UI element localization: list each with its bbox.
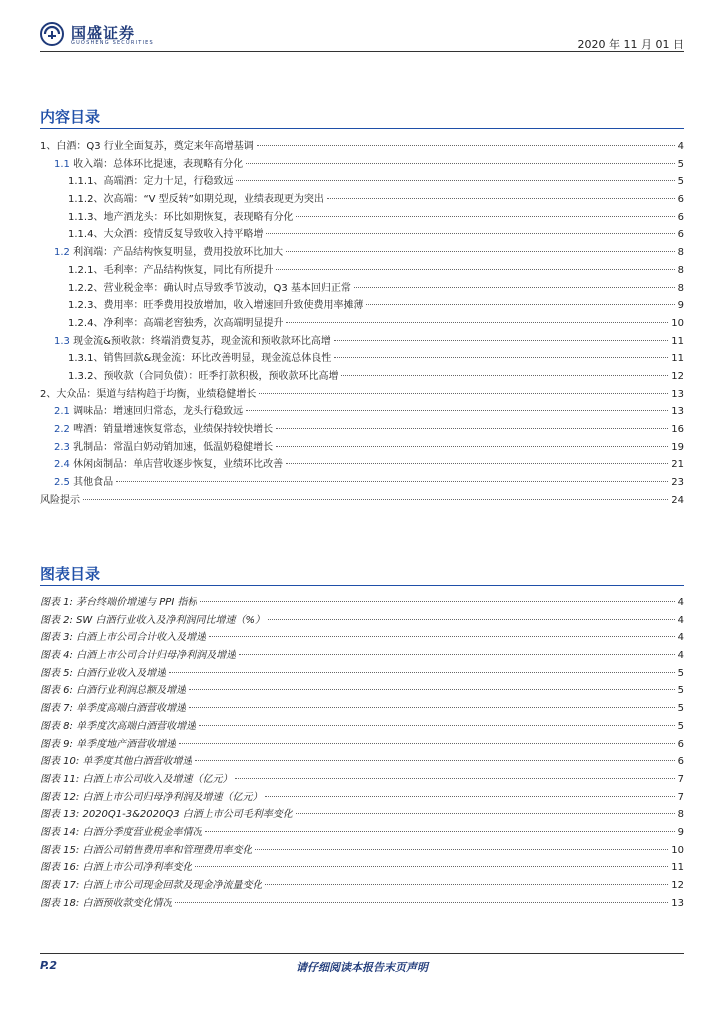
toc-entry[interactable] <box>40 771 684 789</box>
toc-leader-dots <box>199 725 675 726</box>
toc-entry[interactable] <box>40 665 684 683</box>
toc-entry[interactable] <box>40 842 684 860</box>
toc-entry-number: 2.1 <box>54 406 70 418</box>
toc-page-number: 4 <box>677 650 684 662</box>
toc-page-number: 13 <box>671 406 684 418</box>
toc-entry-text: 1.1.2、次高端：“V 型反转”如期兑现，业绩表现更为突出 <box>68 194 324 206</box>
toc-entry[interactable] <box>40 138 684 156</box>
toc-entry-text: 2、大众品：渠道与结构趋于均衡，业绩稳健增长 <box>40 388 257 400</box>
toc-leader-dots <box>169 672 675 673</box>
toc-entry-title <box>68 209 293 227</box>
toc-page-number: 4 <box>677 597 684 608</box>
toc-page-number: 6 <box>677 194 684 206</box>
toc-entry-title <box>40 736 176 754</box>
toc-entry[interactable] <box>40 492 684 510</box>
toc-entry-number: 1.2 <box>54 247 70 259</box>
toc-entry-title <box>40 806 293 824</box>
toc-entry[interactable] <box>40 191 684 209</box>
toc-entry[interactable] <box>40 753 684 771</box>
toc-entry-text: 图表 9: 单季度地产酒营收增速 <box>40 738 177 750</box>
toc-leader-dots <box>200 601 674 602</box>
toc-entry-title <box>40 138 254 156</box>
toc-entry-text: 图表 14: 白酒分季度营业税金率情况 <box>40 826 203 838</box>
toc-entry-title <box>40 824 202 842</box>
toc-leader-dots <box>366 304 674 305</box>
toc-leader-dots <box>296 216 674 217</box>
brand-name-en: GUOSHENG SECURITIES <box>71 40 154 46</box>
toc-entry-title <box>68 226 263 244</box>
toc-page-number: 7 <box>677 773 684 785</box>
toc-entry-title <box>40 612 265 630</box>
toc-entry[interactable] <box>40 368 684 386</box>
contents-title-divider <box>40 128 684 129</box>
toc-leader-dots <box>296 813 675 814</box>
toc-entry-title <box>54 156 243 174</box>
toc-page-number: 5 <box>677 703 684 715</box>
toc-page-number: 11 <box>671 353 684 365</box>
toc-entry[interactable] <box>40 386 684 404</box>
toc-entry-title <box>68 368 338 386</box>
toc-page-number: 5 <box>677 685 684 697</box>
toc-entry-text: 图表 5: 白酒行业收入及增速 <box>40 667 167 679</box>
toc-entry-number: 2.5 <box>54 477 70 489</box>
toc-entry-text: 调味品：增速回归常态，龙头行稳致远 <box>69 406 244 418</box>
toc-page-number: 4 <box>677 141 684 152</box>
toc-entry[interactable] <box>40 226 684 244</box>
toc-leader-dots <box>266 233 674 234</box>
disclaimer-notice: 请仔细阅读本报告末页声明 <box>296 961 428 974</box>
toc-entry-title <box>40 859 192 877</box>
toc-entry-title <box>40 700 186 718</box>
toc-entry-title <box>40 718 196 736</box>
figures-title: 图表目录 <box>40 565 101 583</box>
toc-leader-dots <box>205 831 674 832</box>
toc-entry[interactable] <box>40 629 684 647</box>
toc-entry[interactable] <box>40 895 684 913</box>
toc-entry-title <box>40 842 252 860</box>
toc-entry-text: 图表 11: 白酒上市公司收入及增速（亿元） <box>40 773 233 785</box>
report-date: 2020 年 11 月 01 日 <box>577 38 684 51</box>
toc-entry-text: 1.2.3、费用率：旺季费用投放增加，收入增速回升致使费用率摊薄 <box>68 300 364 312</box>
toc-page-number: 5 <box>677 667 684 679</box>
toc-entry-text: 1.1.3、地产酒龙头：环比如期恢复，表现略有分化 <box>68 211 294 223</box>
toc-entry-title <box>54 439 273 457</box>
toc-leader-dots <box>341 375 668 376</box>
toc-leader-dots <box>255 849 668 850</box>
toc-entry[interactable] <box>40 682 684 700</box>
toc-entry[interactable] <box>40 297 684 315</box>
toc-page-number: 10 <box>671 844 684 856</box>
toc-entry-title <box>40 682 186 700</box>
toc-page-number: 9 <box>677 826 684 838</box>
toc-entry-title <box>68 173 233 191</box>
header-divider <box>40 51 684 52</box>
toc-leader-dots <box>334 357 668 358</box>
toc-leader-dots <box>265 884 668 885</box>
toc-entry[interactable] <box>40 421 684 439</box>
toc-leader-dots <box>189 689 675 690</box>
toc-entry-text: 利润端：产品结构恢复明显，费用投放环比加大 <box>69 247 284 259</box>
toc-entry[interactable] <box>40 333 684 351</box>
toc-page-number: 24 <box>671 494 684 506</box>
toc-entry-title <box>40 771 232 789</box>
toc-entry-text: 图表 8: 单季度次高端白酒营收增速 <box>40 720 197 732</box>
toc-page-number: 13 <box>671 388 684 400</box>
toc-entry[interactable] <box>40 456 684 474</box>
toc-leader-dots <box>286 322 668 323</box>
toc-entry-title <box>40 647 236 665</box>
toc-entry-text: 乳制品：常温白奶动销加速，低温奶稳健增长 <box>69 441 274 453</box>
toc-leader-dots <box>268 619 675 620</box>
toc-page-number: 12 <box>671 880 684 891</box>
toc-entry[interactable] <box>40 156 684 174</box>
toc-entry-text: 图表 3: 白酒上市公司合计收入及增速 <box>40 632 207 644</box>
toc-entry-text: 图表 18: 白酒预收款变化情况 <box>40 897 173 909</box>
toc-entry-title <box>40 492 80 510</box>
contents-title: 内容目录 <box>40 108 101 126</box>
contents-list <box>40 138 684 509</box>
toc-entry-number: 2.4 <box>54 459 70 471</box>
brand-name: 国盛证券 <box>71 24 136 42</box>
toc-page-number: 6 <box>677 211 684 223</box>
toc-entry-title <box>68 297 363 315</box>
toc-entry[interactable] <box>40 439 684 457</box>
toc-page-number: 4 <box>677 632 684 644</box>
toc-entry-title <box>54 456 283 474</box>
toc-entry-text: 图表 13: 2020Q1-3&2020Q3 白酒上市公司毛利率变化 <box>40 809 293 821</box>
toc-entry[interactable] <box>40 824 684 842</box>
toc-entry-text: 图表 1: 茅台终端价增速与 PPI 指标 <box>40 597 198 608</box>
toc-leader-dots <box>175 902 668 903</box>
toc-entry-text: 图表 15: 白酒公司销售费用率和管理费用率变化 <box>40 844 253 856</box>
toc-entry[interactable] <box>40 789 684 807</box>
toc-entry-title <box>40 753 192 771</box>
toc-entry[interactable] <box>40 700 684 718</box>
toc-leader-dots <box>116 481 668 482</box>
toc-entry-text: 1、白酒：Q3 行业全面复苏，奠定来年高增基调 <box>40 141 254 152</box>
figures-list <box>40 594 684 912</box>
toc-leader-dots <box>83 499 668 500</box>
toc-entry-number: 1.3 <box>54 335 70 347</box>
toc-entry-text: 1.2.1、毛利率：产品结构恢复，同比有所提升 <box>68 264 274 276</box>
toc-entry-title <box>54 474 113 492</box>
page-number: P.2 <box>40 959 58 972</box>
toc-entry[interactable] <box>40 594 684 612</box>
toc-page-number: 6 <box>677 229 684 241</box>
toc-leader-dots <box>195 866 668 867</box>
toc-entry-title <box>40 895 172 913</box>
toc-entry-title <box>54 333 331 351</box>
toc-entry-title <box>68 350 331 368</box>
toc-entry-text: 休闲卤制品：单店营收逐步恢复，业绩环比改善 <box>69 459 284 471</box>
toc-entry[interactable] <box>40 877 684 895</box>
toc-leader-dots <box>334 340 668 341</box>
toc-entry[interactable] <box>40 474 684 492</box>
toc-entry[interactable] <box>40 736 684 754</box>
page-header <box>40 22 684 52</box>
toc-entry-text: 图表 16: 白酒上市公司净利率变化 <box>40 862 193 874</box>
toc-entry-text: 1.3.2、预收款（合同负债）：旺季打款积极，预收款环比高增 <box>68 370 339 382</box>
toc-entry[interactable] <box>40 859 684 877</box>
toc-entry[interactable] <box>40 173 684 191</box>
toc-leader-dots <box>179 743 675 744</box>
toc-leader-dots <box>265 796 674 797</box>
toc-entry-text: 现金流&预收款：终端消费复苏，现金流和预收款环比高增 <box>69 335 331 347</box>
toc-entry[interactable] <box>40 403 684 421</box>
toc-entry-text: 图表 10: 单季度其他白酒营收增速 <box>40 756 193 768</box>
toc-entry-title <box>54 244 283 262</box>
toc-entry-text: 1.1.4、大众酒：疫情反复导致收入持平略增 <box>68 229 264 241</box>
toc-page-number: 23 <box>671 477 684 489</box>
toc-leader-dots <box>195 760 674 761</box>
toc-leader-dots <box>327 198 675 199</box>
toc-entry-text: 图表 6: 白酒行业利润总额及增速 <box>40 685 187 697</box>
toc-entry-title <box>68 315 283 333</box>
toc-page-number: 8 <box>677 264 684 276</box>
toc-page-number: 12 <box>671 370 684 382</box>
toc-entry-title <box>68 191 324 209</box>
toc-page-number: 6 <box>677 756 684 768</box>
toc-entry-text: 风险提示 <box>40 494 80 506</box>
toc-entry[interactable] <box>40 209 684 227</box>
toc-page-number: 4 <box>677 614 684 626</box>
toc-page-number: 8 <box>677 809 684 821</box>
toc-entry-title <box>68 262 273 280</box>
toc-leader-dots <box>236 180 674 181</box>
toc-leader-dots <box>276 269 674 270</box>
footer-divider <box>40 953 684 954</box>
toc-entry[interactable] <box>40 806 684 824</box>
toc-entry-title <box>40 665 166 683</box>
toc-leader-dots <box>246 410 668 411</box>
toc-entry-text: 图表 2: SW 白酒行业收入及净利润同比增速（%） <box>40 614 266 626</box>
toc-entry-text: 其他食品 <box>69 477 114 489</box>
toc-page-number: 21 <box>671 459 684 471</box>
toc-entry[interactable] <box>40 350 684 368</box>
toc-entry-title <box>68 280 351 298</box>
guosheng-logo-icon <box>40 22 64 46</box>
toc-entry-title <box>40 629 206 647</box>
toc-page-number: 16 <box>671 424 684 435</box>
toc-leader-dots <box>354 287 675 288</box>
toc-entry[interactable] <box>40 280 684 298</box>
toc-leader-dots <box>276 428 668 429</box>
toc-leader-dots <box>239 654 675 655</box>
toc-entry-text: 图表 4: 白酒上市公司合计归母净利润及增速 <box>40 650 237 662</box>
toc-entry[interactable] <box>40 718 684 736</box>
toc-leader-dots <box>257 145 675 146</box>
figures-title-divider <box>40 585 684 586</box>
toc-page-number: 5 <box>677 158 684 170</box>
toc-entry-text: 1.2.4、净利率：高端老窖独秀，次高端明显提升 <box>68 317 284 329</box>
toc-leader-dots <box>246 163 675 164</box>
toc-page-number: 8 <box>677 247 684 259</box>
toc-entry-number: 2.3 <box>54 441 70 453</box>
toc-entry-title <box>54 403 243 421</box>
toc-page-number: 6 <box>677 738 684 750</box>
toc-entry-title <box>40 877 262 895</box>
toc-page-number: 19 <box>671 441 684 453</box>
toc-page-number: 5 <box>677 176 684 188</box>
toc-entry-text: 图表 17: 白酒上市公司现金回款及现金净流量变化 <box>40 880 263 891</box>
toc-entry-number: 2.2 <box>54 424 70 435</box>
toc-entry-text: 1.1.1、高端酒：定力十足，行稳致远 <box>68 176 234 188</box>
toc-page-number: 11 <box>671 335 684 347</box>
toc-entry-text: 啤酒：销量增速恢复常态，业绩保持较快增长 <box>69 424 274 435</box>
toc-leader-dots <box>189 707 675 708</box>
toc-entry[interactable] <box>40 262 684 280</box>
toc-entry-text: 图表 7: 单季度高端白酒营收增速 <box>40 703 187 715</box>
toc-entry[interactable] <box>40 244 684 262</box>
toc-leader-dots <box>276 446 668 447</box>
toc-page-number: 13 <box>671 897 684 909</box>
toc-entry-title <box>40 594 197 612</box>
toc-entry-title <box>54 421 273 439</box>
toc-entry-text: 图表 12: 白酒上市公司归母净利润及增速（亿元） <box>40 791 263 803</box>
toc-leader-dots <box>235 778 674 779</box>
toc-entry-text: 1.2.2、营业税金率：确认时点导致季节波动，Q3 基本回归正常 <box>68 282 351 294</box>
toc-leader-dots <box>259 393 668 394</box>
toc-leader-dots <box>286 463 668 464</box>
toc-leader-dots <box>209 636 675 637</box>
toc-page-number: 11 <box>671 862 684 874</box>
toc-entry[interactable] <box>40 315 684 333</box>
toc-entry[interactable] <box>40 647 684 665</box>
toc-entry[interactable] <box>40 612 684 630</box>
toc-entry-text: 收入端：总体环比提速，表现略有分化 <box>69 158 244 170</box>
toc-page-number: 7 <box>677 791 684 803</box>
toc-entry-text: 1.3.1、销售回款&现金流：环比改善明显，现金流总体良性 <box>68 353 332 365</box>
toc-leader-dots <box>286 251 675 252</box>
toc-page-number: 10 <box>671 317 684 329</box>
toc-page-number: 5 <box>677 720 684 732</box>
toc-page-number: 8 <box>677 282 684 294</box>
toc-entry-title <box>40 386 256 404</box>
toc-entry-title <box>40 789 262 807</box>
toc-entry-number: 1.1 <box>54 158 70 170</box>
toc-page-number: 9 <box>677 300 684 312</box>
